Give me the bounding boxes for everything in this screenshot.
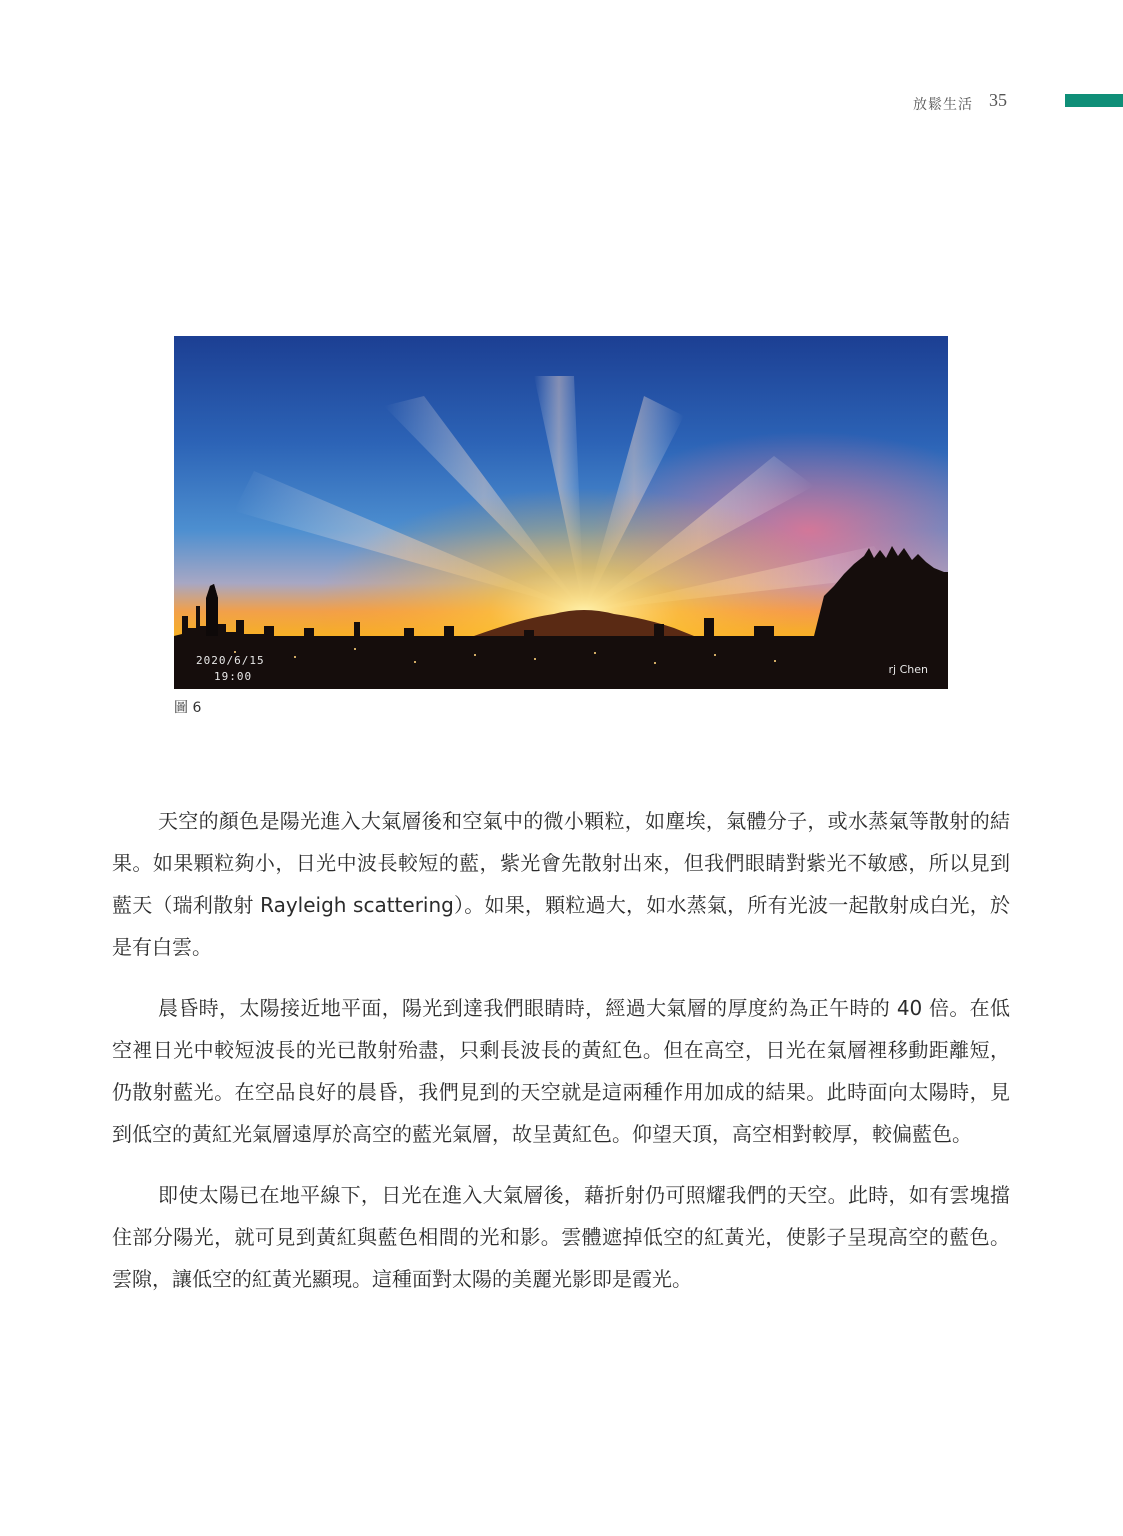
paragraph-2: 晨昏時，太陽接近地平面，陽光到達我們眼睛時，經過大氣層的厚度約為正午時的 40 倍。在低空裡日光中較短波長的光已散射殆盡，只剩長波長的黃紅色。但在高空，日光在氣層裡移動距離短，仍散射藍光。在空品良好的晨昏，我們見到的天空就是這兩種作用加成的結果。此時面向太陽時，見到低空的黃紅光氣層遠厚於高空的藍光氣層，故呈黃紅色。仰望天頂，高空相對較厚，較偏藍色。 — [112, 996, 1010, 1146]
paragraph-3: 即使太陽已在地平線下，日光在進入大氣層後，藉折射仍可照耀我們的天空。此時，如有雲塊擋住部分陽光，就可見到黃紅與藍色相間的光和影。雲體遮掉低空的紅黃光，使影子呈現高空的藍色。雲隙，讓低空的紅黃光顯現。這種面對太陽的美麗光影即是霞光。 — [112, 1183, 1010, 1291]
section-name: 放鬆生活 — [913, 97, 973, 113]
running-header — [0, 90, 1123, 114]
sunset-photo — [174, 336, 948, 689]
photo-credit: rj Chen — [888, 663, 928, 676]
photo-time-stamp: 19:00 — [214, 670, 253, 683]
header-accent-bar — [1065, 94, 1123, 107]
page-number: 35 — [989, 90, 1007, 110]
figure-caption: 圖 6 — [174, 700, 202, 716]
sunset-photo-image — [174, 336, 948, 689]
photo-date-stamp: 2020/6/15 — [196, 654, 265, 667]
body-text — [112, 800, 1010, 1319]
paragraph-1: 天空的顏色是陽光進入大氣層後和空氣中的微小顆粒，如塵埃，氣體分子，或水蒸氣等散射的結果。如果顆粒夠小，日光中波長較短的藍，紫光會先散射出來，但我們眼睛對紫光不敏感，所以見到藍天（瑞利散射 Rayleigh scattering）。如果，顆粒過大，如水蒸氣，所有光波一起散射成白光，於是有白雲。 — [112, 809, 1010, 959]
